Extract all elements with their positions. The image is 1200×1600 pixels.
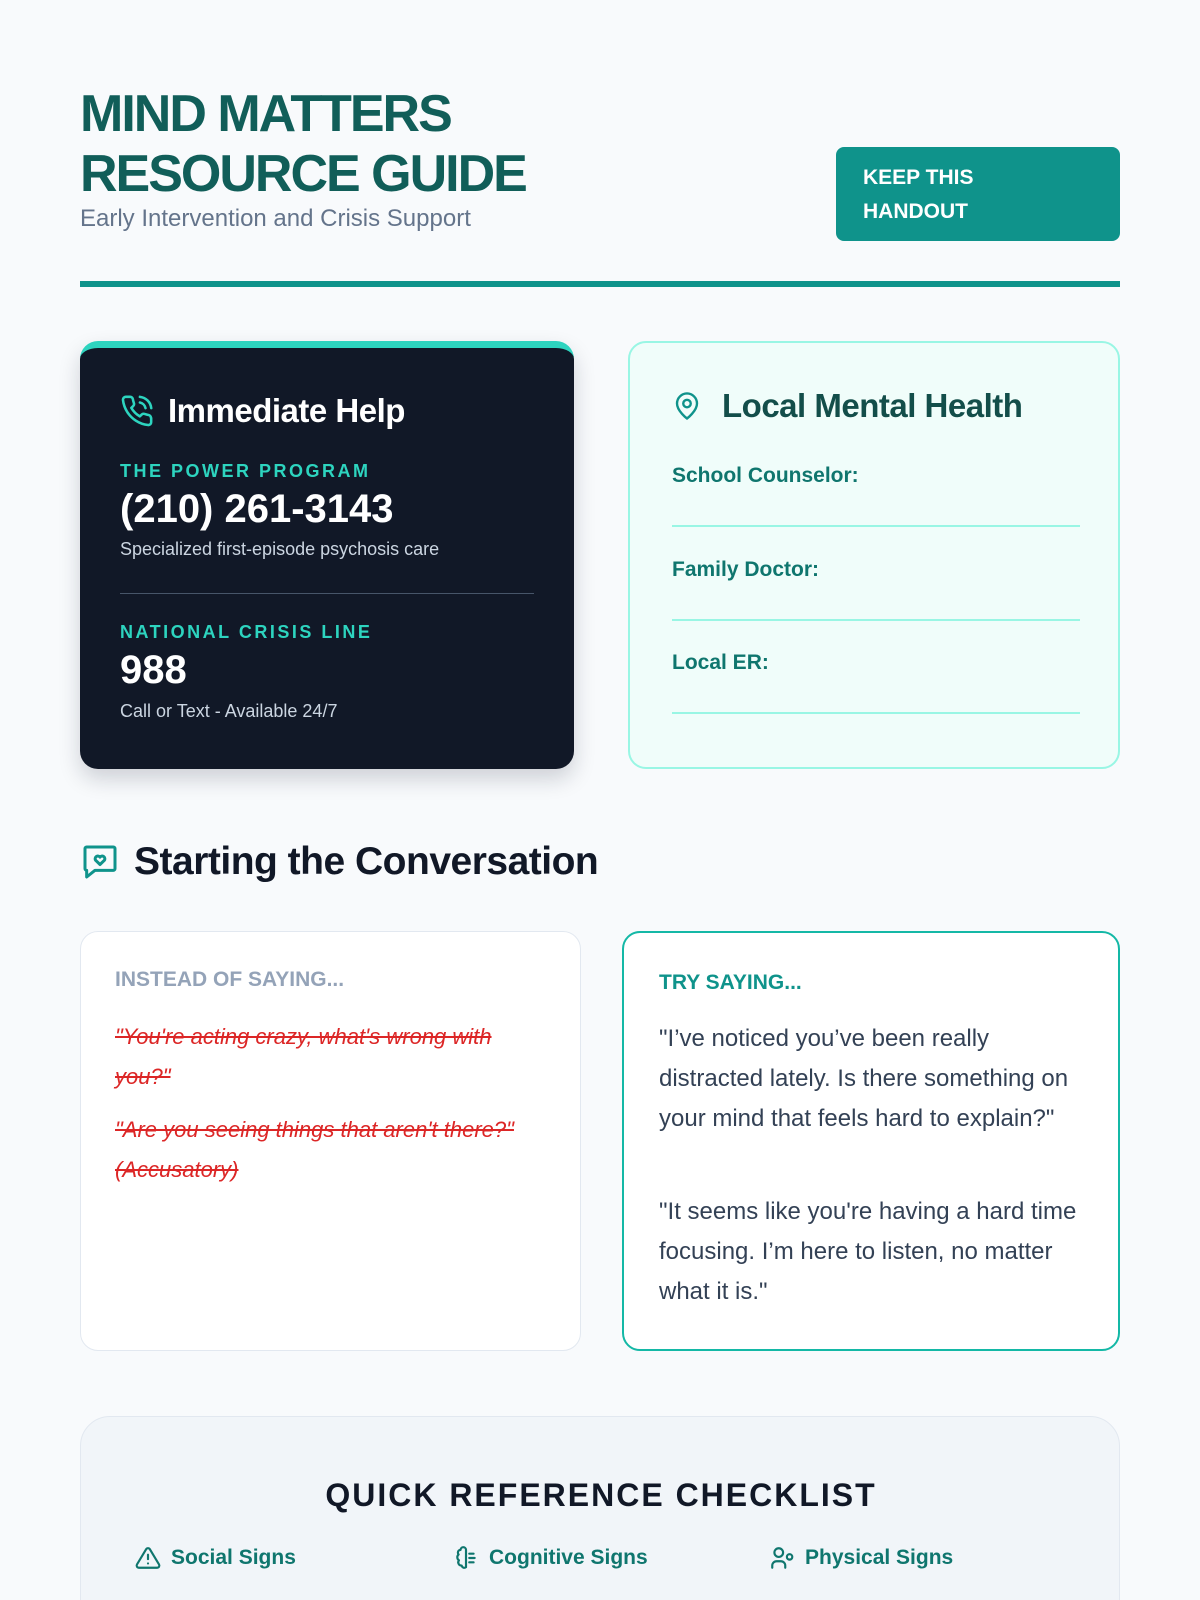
page-title: MIND MATTERS RESOURCE GUIDE bbox=[80, 85, 526, 203]
contact-local-er[interactable] bbox=[672, 651, 1080, 675]
contact-school-counselor[interactable] bbox=[672, 464, 1080, 488]
header-divider bbox=[80, 281, 1120, 287]
discouraged-quote: "Are you seeing things that aren't there?" (Accusatory) bbox=[115, 1117, 514, 1182]
contact-label: Family Doctor: bbox=[672, 558, 820, 581]
contact-family-doctor[interactable] bbox=[672, 558, 1080, 582]
power-program-note: Specialized first-episode psychosis care bbox=[120, 539, 440, 559]
immediate-help-card bbox=[80, 341, 574, 769]
suggested-quote: "I’ve noticed you’ve been really distracted lately. Is there something on your mind that feels hard to explain?" bbox=[659, 1025, 1069, 1132]
category-cognitive-signs bbox=[453, 1545, 648, 1571]
conversation-title: Starting the Conversation bbox=[134, 840, 599, 883]
keep-handout-button[interactable]: KEEP THIS HANDOUT bbox=[836, 147, 1120, 241]
category-physical-signs bbox=[769, 1545, 953, 1571]
help-divider bbox=[120, 593, 534, 594]
conversation-section-header bbox=[80, 840, 598, 884]
crisis-line-note: Call or Text - Available 24/7 bbox=[120, 701, 338, 721]
instead-of-saying-card bbox=[80, 931, 581, 1351]
power-program-label: THE POWER PROGRAM bbox=[120, 461, 371, 481]
category-label: Cognitive Signs bbox=[489, 1546, 648, 1569]
write-in-line[interactable] bbox=[672, 712, 1080, 714]
discouraged-quote: "You're acting crazy, what's wrong with you?" bbox=[115, 1024, 492, 1089]
page-subtitle: Early Intervention and Crisis Support bbox=[80, 205, 471, 232]
contact-label: Local ER: bbox=[672, 651, 769, 674]
write-in-line[interactable] bbox=[672, 525, 1080, 527]
quick-reference-checklist bbox=[80, 1416, 1120, 1600]
crisis-line-label: NATIONAL CRISIS LINE bbox=[120, 622, 373, 642]
brain-icon bbox=[453, 1545, 479, 1571]
try-saying-card bbox=[622, 931, 1120, 1351]
local-health-header bbox=[672, 387, 1022, 425]
power-program-phone[interactable]: (210) 261-3143 bbox=[120, 487, 394, 531]
checklist-title: QUICK REFERENCE CHECKLIST bbox=[325, 1477, 877, 1513]
immediate-help-header bbox=[120, 392, 405, 430]
local-mental-health-card bbox=[628, 341, 1120, 769]
category-label: Physical Signs bbox=[805, 1546, 954, 1569]
try-heading: TRY SAYING... bbox=[659, 971, 802, 994]
resource-guide-page bbox=[80, 0, 1120, 1600]
header bbox=[80, 84, 1120, 284]
write-in-line[interactable] bbox=[672, 619, 1080, 621]
instead-heading: INSTEAD OF SAYING... bbox=[115, 968, 345, 991]
person-icon bbox=[769, 1545, 795, 1571]
crisis-line-phone[interactable]: 988 bbox=[120, 648, 187, 692]
category-social-signs bbox=[135, 1545, 296, 1571]
chat-heart-icon bbox=[80, 842, 120, 882]
phone-ringing-icon bbox=[120, 394, 154, 428]
immediate-help-title: Immediate Help bbox=[168, 392, 405, 429]
warning-triangle-icon bbox=[135, 1545, 161, 1571]
local-health-title: Local Mental Health bbox=[722, 387, 1023, 424]
category-label: Social Signs bbox=[171, 1546, 296, 1569]
map-pin-icon bbox=[672, 389, 706, 423]
suggested-quote: "It seems like you're having a hard time focusing. I’m here to listen, no matter what it is." bbox=[659, 1198, 1077, 1305]
contact-label: School Counselor: bbox=[672, 464, 859, 487]
